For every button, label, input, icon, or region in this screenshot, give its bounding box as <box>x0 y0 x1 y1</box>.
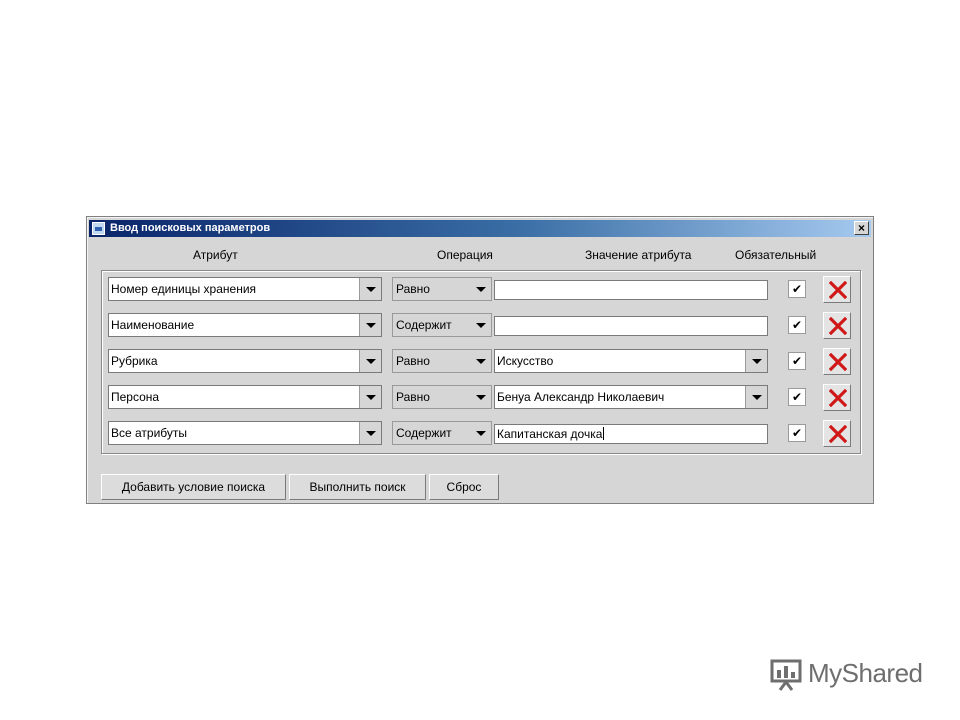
search-params-dialog <box>86 216 874 504</box>
value-input[interactable] <box>494 316 768 336</box>
condition-row <box>102 277 862 303</box>
attribute-select-value: Рубрика <box>111 354 158 368</box>
chevron-down-icon[interactable] <box>359 350 381 372</box>
chevron-down-icon[interactable] <box>473 278 491 300</box>
value-select-value: Искусство <box>497 354 554 368</box>
required-checkbox[interactable] <box>788 280 806 298</box>
close-icon[interactable]: × <box>854 221 869 235</box>
operation-select-value: Равно <box>396 282 430 296</box>
attribute-select-value: Наименование <box>111 318 195 332</box>
attribute-select[interactable] <box>108 277 382 301</box>
chevron-down-icon[interactable] <box>473 386 491 408</box>
condition-row <box>102 421 862 447</box>
operation-select-value: Равно <box>396 390 430 404</box>
condition-row <box>102 385 862 411</box>
required-checkbox[interactable] <box>788 352 806 370</box>
check-icon: ✔ <box>792 318 803 332</box>
value-select[interactable] <box>494 349 768 373</box>
delete-x-icon <box>829 389 847 407</box>
delete-x-icon <box>829 281 847 299</box>
delete-row-button[interactable] <box>823 276 851 303</box>
value-input-content: Капитанская дочка <box>497 427 603 441</box>
delete-x-icon <box>829 425 847 443</box>
header-attribute: Атрибут <box>193 248 238 262</box>
attribute-select-value: Номер единицы хранения <box>111 282 257 296</box>
required-checkbox[interactable] <box>788 424 806 442</box>
value-select-value: Бенуа Александр Николаевич <box>497 390 665 404</box>
check-icon: ✔ <box>792 426 803 440</box>
condition-row <box>102 313 862 339</box>
chevron-down-icon[interactable] <box>359 314 381 336</box>
operation-select-value: Равно <box>396 354 430 368</box>
attribute-select[interactable] <box>108 421 382 445</box>
chevron-down-icon[interactable] <box>359 278 381 300</box>
reset-button[interactable]: Сброс <box>429 474 499 500</box>
attribute-select-value: Все атрибуты <box>111 426 188 440</box>
value-input-text <box>497 425 604 443</box>
delete-x-icon <box>829 317 847 335</box>
check-icon: ✔ <box>792 390 803 404</box>
attribute-select[interactable] <box>108 385 382 409</box>
attribute-select[interactable] <box>108 349 382 373</box>
operation-select[interactable] <box>392 421 492 445</box>
operation-select-value: Содержит <box>396 426 452 440</box>
chevron-down-icon[interactable] <box>473 422 491 444</box>
header-required: Обязательный <box>735 248 817 262</box>
check-icon: ✔ <box>792 282 803 296</box>
operation-select-value: Содержит <box>396 318 452 332</box>
header-operation: Операция <box>437 248 493 262</box>
chevron-down-icon[interactable] <box>473 314 491 336</box>
dialog-title: Ввод поисковых параметров <box>110 222 271 234</box>
condition-row <box>102 349 862 375</box>
watermark-text: MyShared <box>808 658 923 688</box>
chevron-down-icon[interactable] <box>359 386 381 408</box>
presentation-board-icon <box>768 658 804 692</box>
delete-x-icon <box>829 353 847 371</box>
operation-select[interactable] <box>392 385 492 409</box>
value-input[interactable] <box>494 424 768 444</box>
delete-row-button[interactable] <box>823 420 851 447</box>
delete-row-button[interactable] <box>823 312 851 339</box>
add-condition-button[interactable]: Добавить условие поиска <box>101 474 286 500</box>
chevron-down-icon[interactable] <box>745 386 767 408</box>
delete-row-button[interactable] <box>823 348 851 375</box>
value-select[interactable] <box>494 385 768 409</box>
window-icon <box>92 222 105 235</box>
dialog-titlebar[interactable] <box>89 220 871 237</box>
value-input[interactable] <box>494 280 768 300</box>
delete-row-button[interactable] <box>823 384 851 411</box>
operation-select[interactable] <box>392 277 492 301</box>
attribute-select[interactable] <box>108 313 382 337</box>
attribute-select-value: Персона <box>111 390 160 404</box>
run-search-button[interactable]: Выполнить поиск <box>289 474 426 500</box>
myshared-watermark <box>768 656 928 696</box>
required-checkbox[interactable] <box>788 316 806 334</box>
conditions-panel <box>101 270 861 454</box>
required-checkbox[interactable] <box>788 388 806 406</box>
check-icon: ✔ <box>792 354 803 368</box>
text-caret <box>603 427 604 440</box>
operation-select[interactable] <box>392 313 492 337</box>
chevron-down-icon[interactable] <box>473 350 491 372</box>
operation-select[interactable] <box>392 349 492 373</box>
chevron-down-icon[interactable] <box>745 350 767 372</box>
chevron-down-icon[interactable] <box>359 422 381 444</box>
header-value: Значение атрибута <box>585 248 692 262</box>
